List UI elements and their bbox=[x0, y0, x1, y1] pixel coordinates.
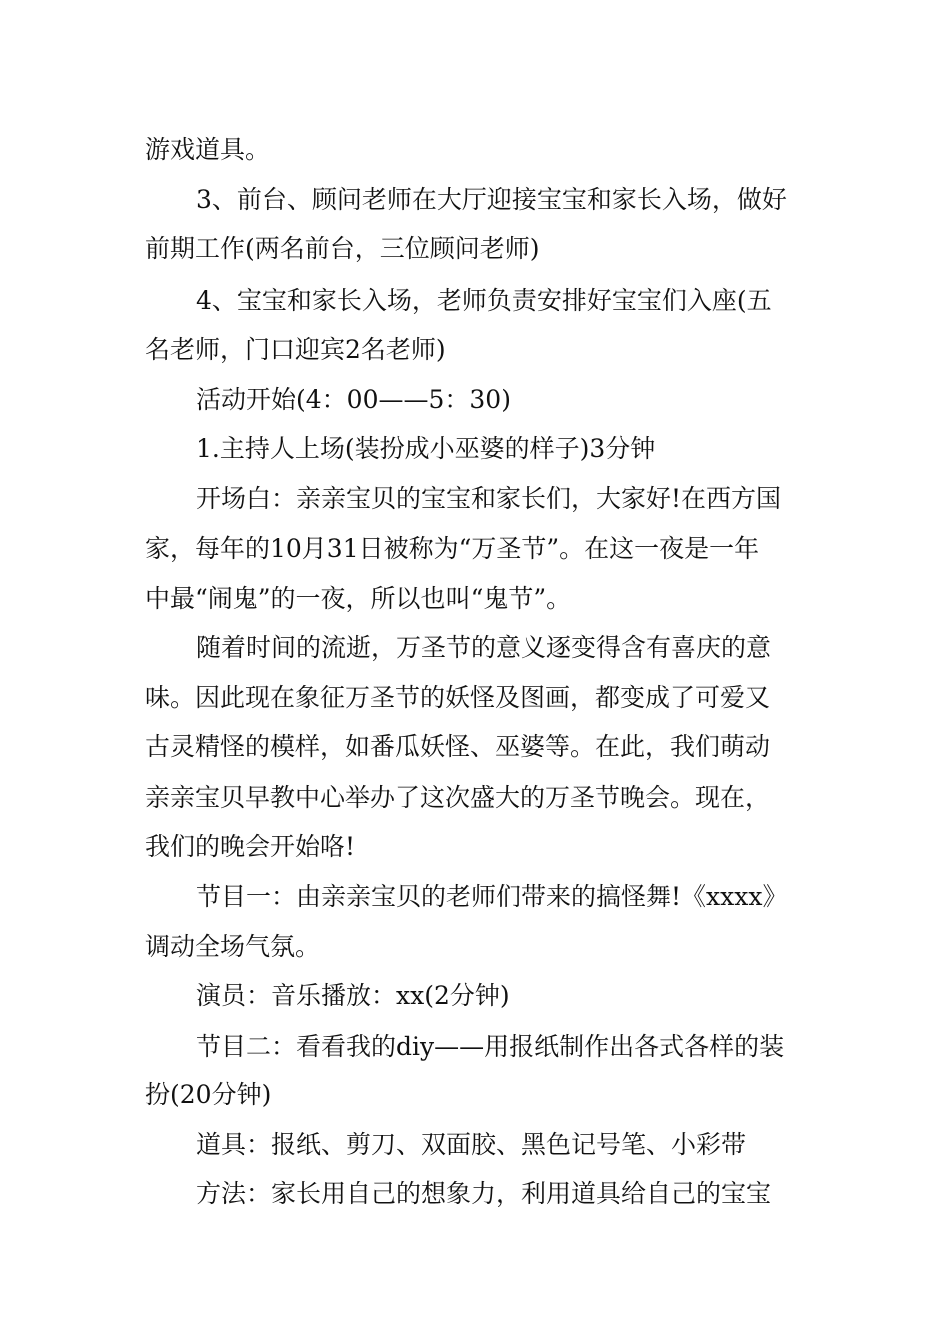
section-heading: 活动开始(4：00——5：30) bbox=[196, 385, 511, 414]
text-line: 演员：音乐播放：xx(2分钟) bbox=[196, 981, 510, 1010]
text-line: 味。因此现在象征万圣节的妖怪及图画，都变成了可爱又 bbox=[145, 683, 771, 712]
text-line: 随着时间的流逝，万圣节的意义逐变得含有喜庆的意 bbox=[196, 633, 772, 662]
text-line: 古灵精怪的模样，如番瓜妖怪、巫婆等。在此，我们萌动 bbox=[145, 732, 771, 761]
text-line: 调动全场气氛。 bbox=[145, 932, 321, 961]
text-line: 方法：家长用自己的想象力，利用道具给自己的宝宝 bbox=[196, 1179, 772, 1208]
text-line: 亲亲宝贝早教中心举办了这次盛大的万圣节晚会。现在， bbox=[145, 783, 771, 812]
text-line: 节目一：由亲亲宝贝的老师们带来的搞怪舞!《xxxx》 bbox=[196, 882, 788, 911]
text-line: 扮(20分钟) bbox=[145, 1080, 272, 1109]
text-line: 1.主持人上场(装扮成小巫婆的样子)3分钟 bbox=[196, 434, 656, 463]
text-line: 道具：报纸、剪刀、双面胶、黑色记号笔、小彩带 bbox=[196, 1130, 747, 1159]
text-line: 节目二：看看我的diy——用报纸制作出各式各样的装 bbox=[196, 1032, 785, 1061]
text-line: 前期工作(两名前台，三位顾问老师) bbox=[145, 234, 540, 263]
text-line: 4、宝宝和家长入场，老师负责安排好宝宝们入座(五 bbox=[196, 286, 772, 315]
text-line: 名老师，门口迎宾2名老师) bbox=[145, 335, 446, 364]
text-line: 3、前台、顾问老师在大厅迎接宝宝和家长入场，做好 bbox=[196, 185, 787, 214]
text-line: 游戏道具。 bbox=[145, 135, 271, 164]
text-line: 中最“闹鬼”的一夜，所以也叫“鬼节”。 bbox=[145, 584, 572, 613]
text-line: 开场白：亲亲宝贝的宝宝和家长们，大家好!在西方国 bbox=[196, 484, 782, 513]
text-line: 家，每年的10月31日被称为“万圣节”。在这一夜是一年 bbox=[145, 534, 760, 563]
text-line: 我们的晚会开始咯! bbox=[145, 832, 356, 861]
